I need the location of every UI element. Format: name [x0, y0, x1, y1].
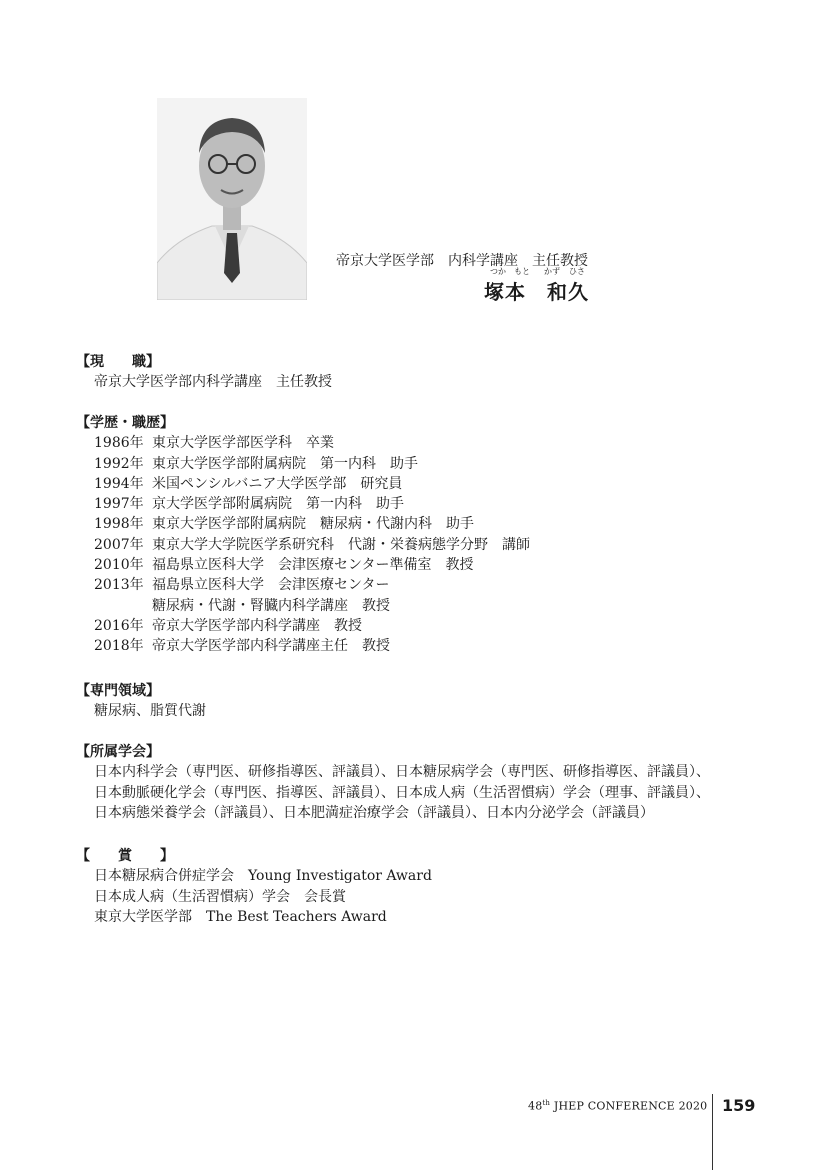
history-text: 京大学医学部附属病院 第一内科 助手: [152, 496, 404, 513]
conference-name: JHEP CONFERENCE 2020: [550, 1099, 708, 1113]
edition-number: 48: [528, 1099, 543, 1113]
portrait-photo: [157, 98, 307, 300]
society-line: 日本動脈硬化学会（専門医、指導医、評議員）、日本成人病（生活習慣病）学会（理事、評議員）、: [94, 784, 710, 801]
history-text: 帝京大学医学部内科学講座 教授: [152, 617, 362, 634]
affiliation-title: 帝京大学医学部 内科学講座 主任教授: [336, 253, 588, 269]
heading-societies: 【所属学会】: [76, 744, 160, 760]
history-year: 2018年: [94, 638, 144, 655]
section-societies: [76, 742, 710, 823]
footer-conference: [528, 1099, 707, 1113]
history-text: 福島県立医科大学 会津医療センター: [152, 577, 390, 594]
specialty-text: 糖尿病、脂質代謝: [94, 703, 206, 720]
ruby-tsuka: つか: [490, 267, 506, 276]
history-year: 2013年: [94, 577, 144, 594]
history-row: [76, 575, 530, 595]
award-line: 日本成人病（生活習慣病）学会 会長賞: [94, 888, 346, 905]
history-row: [76, 474, 530, 494]
award-line: 東京大学医学部 The Best Teachers Award: [94, 908, 387, 925]
history-text: 東京大学大学院医学系研究科 代謝・栄養病態学分野 講師: [152, 536, 530, 553]
history-row: [76, 616, 530, 636]
portrait-illustration: [157, 98, 307, 300]
history-year: 2007年: [94, 536, 144, 553]
society-line: 日本内科学会（専門医、研修指導医、評議員）、日本糖尿病学会（専門医、研修指導医、評議員）、: [94, 764, 710, 781]
history-year: 1998年: [94, 516, 144, 533]
history-text: 東京大学医学部医学科 卒業: [152, 435, 334, 452]
history-year: 1997年: [94, 496, 144, 513]
speaker-name-block: [484, 266, 598, 305]
history-text: 米国ペンシルバニア大学医学部 研究員: [152, 475, 403, 492]
history-row: [76, 454, 530, 474]
history-year: 2016年: [94, 617, 144, 634]
history-row: [76, 535, 530, 555]
heading-awards: 【 賞 】: [76, 848, 174, 864]
section-history: [76, 413, 530, 657]
heading-specialty: 【専門領域】: [76, 683, 160, 699]
history-year: 2010年: [94, 557, 144, 574]
history-row: [76, 555, 530, 575]
ruby-kazu: かず: [544, 267, 560, 276]
history-year: 1992年: [94, 455, 144, 472]
history-row: [76, 514, 530, 534]
heading-history: 【学歴・職歴】: [76, 415, 174, 431]
history-year: 1986年: [94, 435, 144, 452]
history-text: 帝京大学医学部内科学講座主任 教授: [152, 638, 390, 655]
edition-suffix: th: [542, 1099, 551, 1107]
history-row: [76, 494, 530, 514]
history-row: [76, 433, 530, 453]
history-row: [76, 636, 530, 656]
ruby-moto: もと: [514, 267, 530, 276]
award-line: 日本糖尿病合併症学会 Young Investigator Award: [94, 868, 432, 885]
current-position-text: 帝京大学医学部内科学講座 主任教授: [94, 374, 332, 391]
heading-current-position: 【現 職】: [76, 354, 160, 370]
footer-divider: [712, 1094, 713, 1170]
page-number: 159: [722, 1096, 756, 1115]
history-row: [76, 596, 530, 616]
ruby-hisa: ひさ: [569, 267, 585, 276]
history-text: 東京大学医学部附属病院 糖尿病・代謝内科 助手: [152, 516, 474, 533]
history-year: 1994年: [94, 475, 144, 492]
section-specialty: [76, 681, 206, 722]
history-text: 東京大学医学部附属病院 第一内科 助手: [152, 455, 418, 472]
society-line: 日本病態栄養学会（評議員）、日本肥満症治療学会（評議員）、日本内分泌学会（評議員）: [94, 804, 654, 821]
section-current-position: [76, 352, 332, 393]
name-ruby: [484, 266, 598, 276]
history-text: 福島県立医科大学 会津医療センター準備室 教授: [152, 557, 474, 574]
speaker-name: 塚本 和久: [484, 280, 589, 304]
section-awards: [76, 846, 432, 927]
history-text: 糖尿病・代謝・腎臓内科学講座 教授: [152, 597, 390, 614]
